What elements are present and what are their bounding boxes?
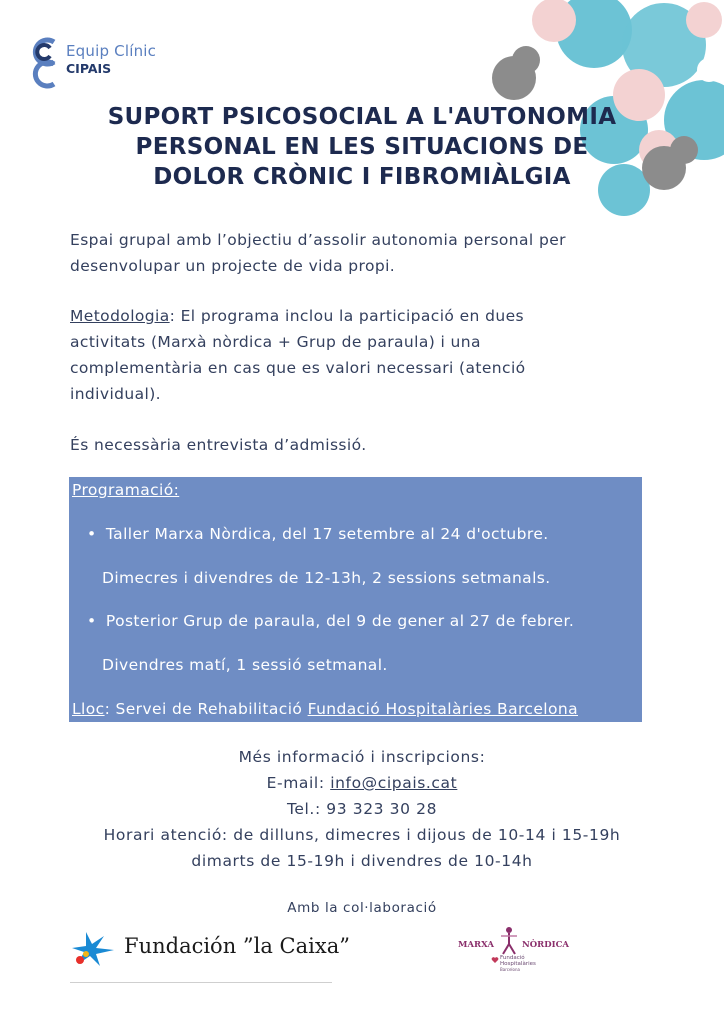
email-link[interactable]: info@cipais.cat bbox=[330, 774, 458, 792]
bullet: • bbox=[87, 525, 97, 543]
contact-email-line bbox=[0, 774, 724, 792]
methodology-line: complementària en cas que es valori necessari (atenció bbox=[70, 359, 526, 377]
la-caixa-logo bbox=[70, 930, 350, 986]
title-line: PERSONAL EN LES SITUACIONS DE bbox=[135, 134, 589, 160]
page-title bbox=[40, 102, 684, 192]
hosp-line2: Hospitalàries bbox=[500, 961, 536, 967]
logo-line2: CIPAIS bbox=[66, 61, 112, 76]
place-text: : Servei de Rehabilitació bbox=[104, 700, 308, 718]
walker-icon bbox=[498, 926, 520, 956]
methodology-paragraph bbox=[70, 303, 660, 407]
methodology-line: individual). bbox=[70, 385, 161, 403]
intro-line: desenvolupar un projecte de vida propi. bbox=[70, 257, 396, 275]
divider bbox=[70, 982, 332, 983]
program-item-2-detail: Divendres matí, 1 sessió setmanal. bbox=[102, 656, 388, 674]
title-line: DOLOR CRÒNIC I FIBROMIÀLGIA bbox=[153, 164, 571, 190]
cipais-logo-mark bbox=[28, 36, 62, 90]
program-item-1: Taller Marxa Nòrdica, del 17 setembre al 24 d'octubre. bbox=[105, 525, 549, 543]
program-item-1-detail: Dimecres i divendres de 12-13h, 2 sessions setmanals. bbox=[102, 569, 551, 587]
cipais-logo bbox=[28, 36, 168, 92]
contact-heading: Més informació i inscripcions: bbox=[238, 748, 486, 766]
intro-line: Espai grupal amb l’objectiu d’assolir autonomia personal per bbox=[70, 231, 566, 249]
contact-hours-2: dimarts de 15-19h i divendres de 10-14h bbox=[191, 852, 533, 870]
place-label: Lloc bbox=[72, 700, 105, 718]
collaboration-label: Amb la col·laboració bbox=[287, 900, 437, 916]
bullet: • bbox=[87, 612, 97, 630]
hosp-line3: Barcelona bbox=[500, 967, 520, 972]
email-label: E-mail: bbox=[266, 774, 331, 792]
marxa-text: MARXA bbox=[458, 940, 494, 950]
hosp-line1: Fundació bbox=[500, 955, 525, 961]
nordica-text: NÒRDICA bbox=[522, 940, 569, 950]
methodology-line: activitats (Marxà nòrdica + Grup de paraula) i una bbox=[70, 333, 481, 351]
contact-phone: Tel.: 93 323 30 28 bbox=[286, 800, 438, 818]
marxa-nordica-logo bbox=[455, 926, 580, 972]
methodology-label: Metodologia bbox=[70, 307, 170, 325]
admission-note: És necessària entrevista d’admissió. bbox=[70, 436, 367, 454]
contact-hours-1: Horari atenció: de dilluns, dimecres i dijous de 10-14 i 15-19h bbox=[103, 826, 621, 844]
program-item-2: Posterior Grup de paraula, del 9 de gener al 27 de febrer. bbox=[105, 612, 575, 630]
program-box bbox=[69, 477, 642, 722]
la-caixa-text: Fundación ”la Caixa” bbox=[124, 934, 350, 958]
place-link[interactable]: Fundació Hospitalàries Barcelona bbox=[307, 700, 578, 718]
title-line: SUPORT PSICOSOCIAL A L'AUTONOMIA bbox=[107, 104, 617, 130]
program-label: Programació: bbox=[72, 481, 180, 499]
methodology-line: : El programa inclou la participació en dues bbox=[169, 307, 524, 325]
star-icon bbox=[70, 930, 116, 970]
heart-icon bbox=[491, 956, 499, 964]
logo-line1: Equip Clínic bbox=[66, 42, 157, 60]
intro-paragraph bbox=[70, 227, 660, 279]
